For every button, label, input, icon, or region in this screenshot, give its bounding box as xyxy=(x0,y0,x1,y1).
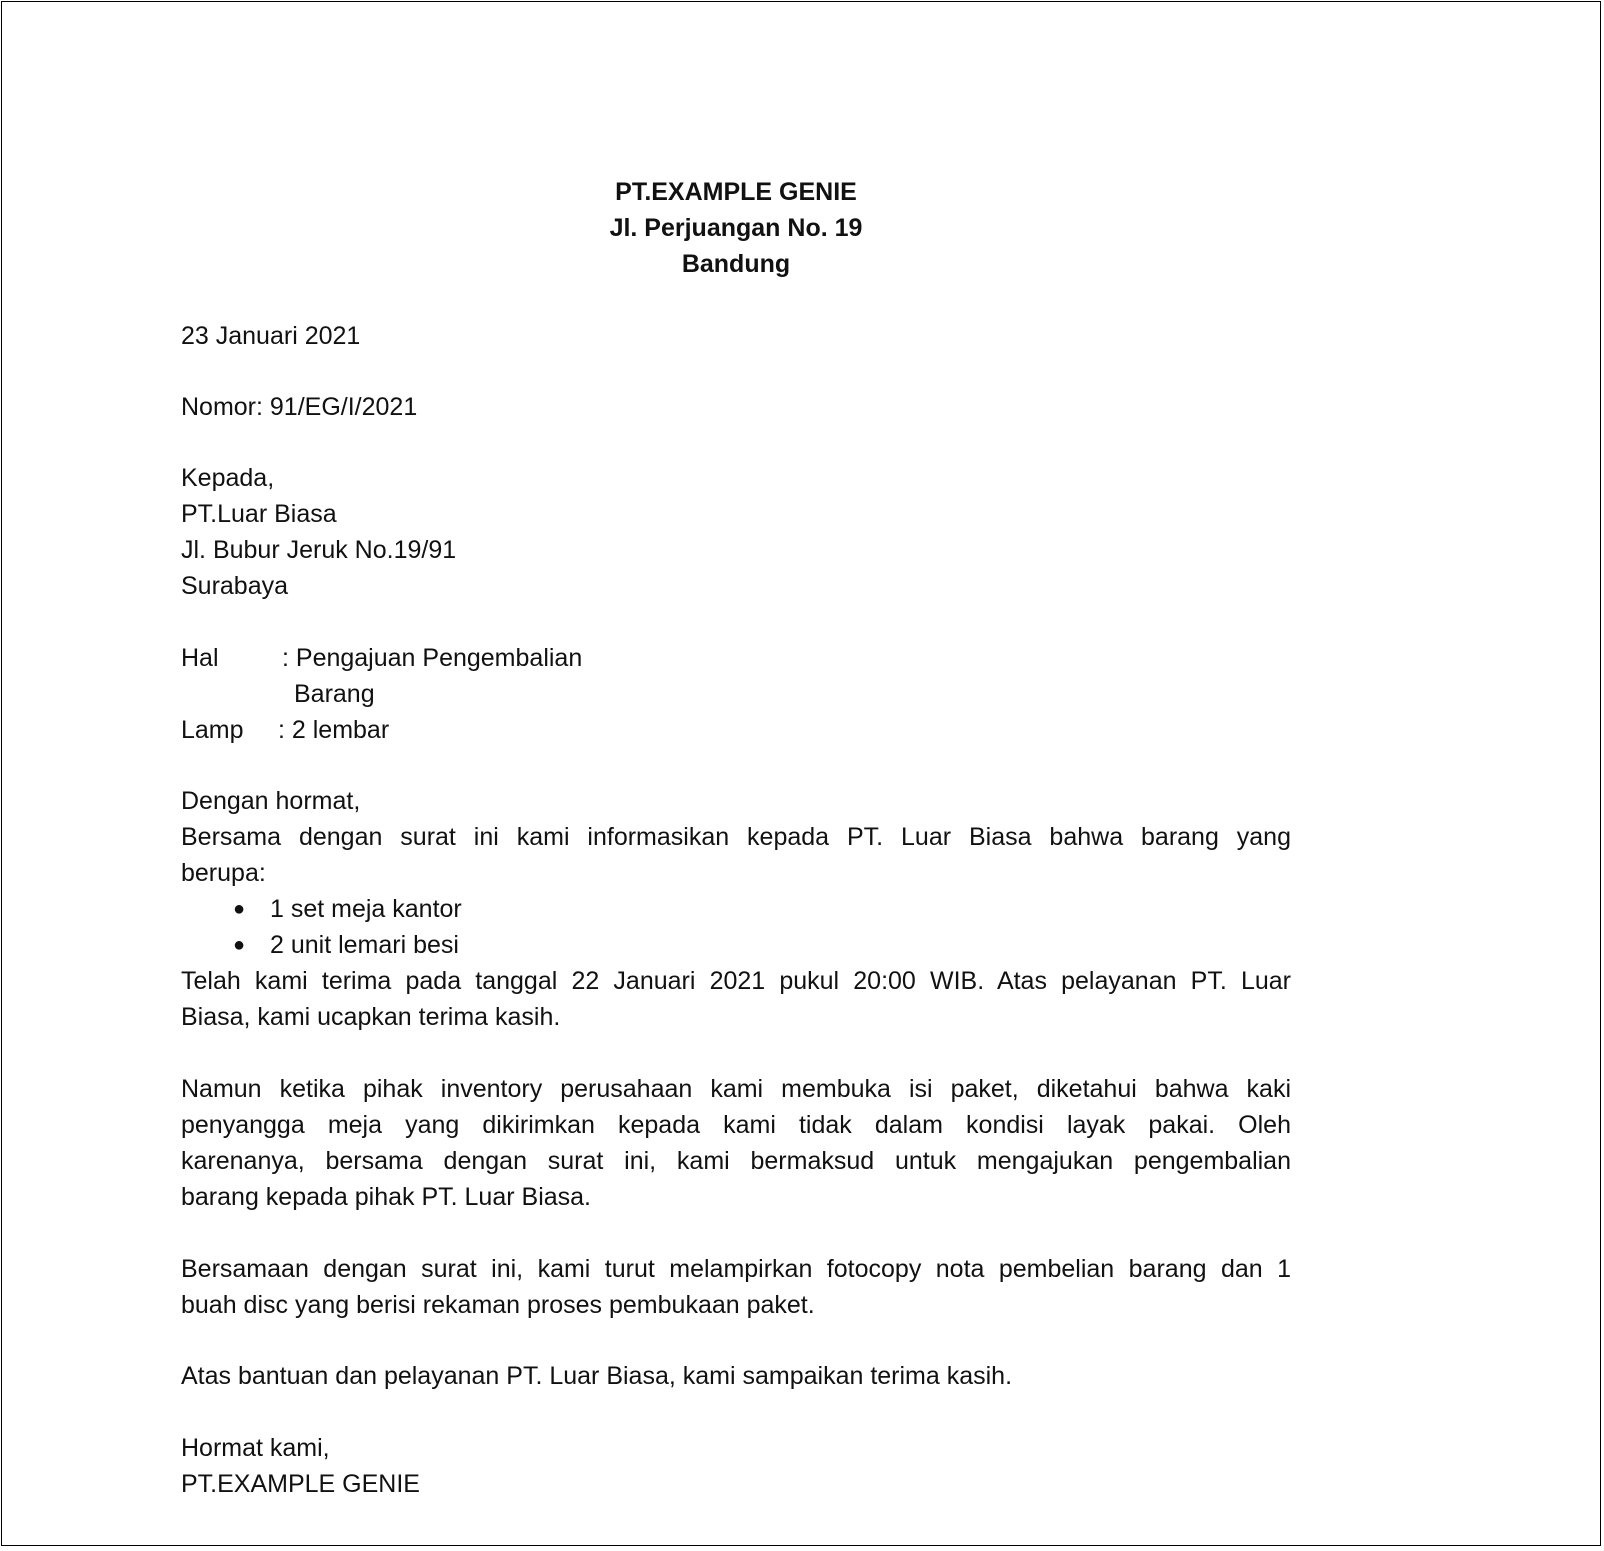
salutation: Dengan hormat, xyxy=(181,787,361,815)
list-item: 1 set meja kantor xyxy=(270,895,462,923)
paragraph-2-line-1: Namun ketika pihak inventory perusahaan kami membuka isi paket, diketahui bahwa kaki xyxy=(181,1075,1291,1103)
received-line-2: Biasa, kami ucapkan terima kasih. xyxy=(181,1003,561,1031)
closing-company: PT.EXAMPLE GENIE xyxy=(181,1470,420,1498)
recipient-city: Surabaya xyxy=(181,572,289,600)
paragraph-4-line-1: Atas bantuan dan pelayanan PT. Luar Biasa, kami sampaikan terima kasih. xyxy=(181,1362,1013,1390)
recipient-greeting: Kepada, xyxy=(181,464,275,492)
attachment-value: : 2 lembar xyxy=(278,716,390,744)
recipient-address: Jl. Bubur Jeruk No.19/91 xyxy=(181,536,457,564)
letter-date: 23 Januari 2021 xyxy=(181,322,361,350)
paragraph-2-line-2: penyangga meja yang dikirimkan kepada kami tidak dalam kondisi layak pakai. Oleh xyxy=(181,1111,1291,1139)
letter-number: Nomor: 91/EG/I/2021 xyxy=(181,393,418,421)
paragraph-2-line-4: barang kepada pihak PT. Luar Biasa. xyxy=(181,1183,591,1211)
letter-page xyxy=(1,1,1601,1546)
sender-name: PT.EXAMPLE GENIE xyxy=(615,178,857,206)
bullet-icon: ● xyxy=(232,898,246,920)
recipient-name: PT.Luar Biasa xyxy=(181,500,337,528)
sign-off: Hormat kami, xyxy=(181,1434,330,1462)
attachment-label: Lamp xyxy=(181,716,244,744)
intro-line-1: Bersama dengan surat ini kami informasikan kepada PT. Luar Biasa bahwa barang yang xyxy=(181,823,1291,851)
sender-address: Jl. Perjuangan No. 19 xyxy=(609,214,863,242)
intro-line-2: berupa: xyxy=(181,859,266,887)
subject-label: Hal xyxy=(181,644,219,672)
paragraph-2-line-3: karenanya, bersama dengan surat ini, kami bermaksud untuk mengajukan pengembalian xyxy=(181,1147,1291,1175)
received-line-1: Telah kami terima pada tanggal 22 Januari 2021 pukul 20:00 WIB. Atas pelayanan PT. Luar xyxy=(181,967,1291,995)
subject-value-line1: : Pengajuan Pengembalian xyxy=(282,644,583,672)
sender-city: Bandung xyxy=(681,250,791,278)
paragraph-3-line-1: Bersamaan dengan surat ini, kami turut melampirkan fotocopy nota pembelian barang dan 1 xyxy=(181,1255,1291,1283)
subject-value-line2: Barang xyxy=(294,680,375,708)
bullet-icon: ● xyxy=(232,934,246,956)
list-item: 2 unit lemari besi xyxy=(270,931,459,959)
paragraph-3-line-2: buah disc yang berisi rekaman proses pembukaan paket. xyxy=(181,1291,815,1319)
